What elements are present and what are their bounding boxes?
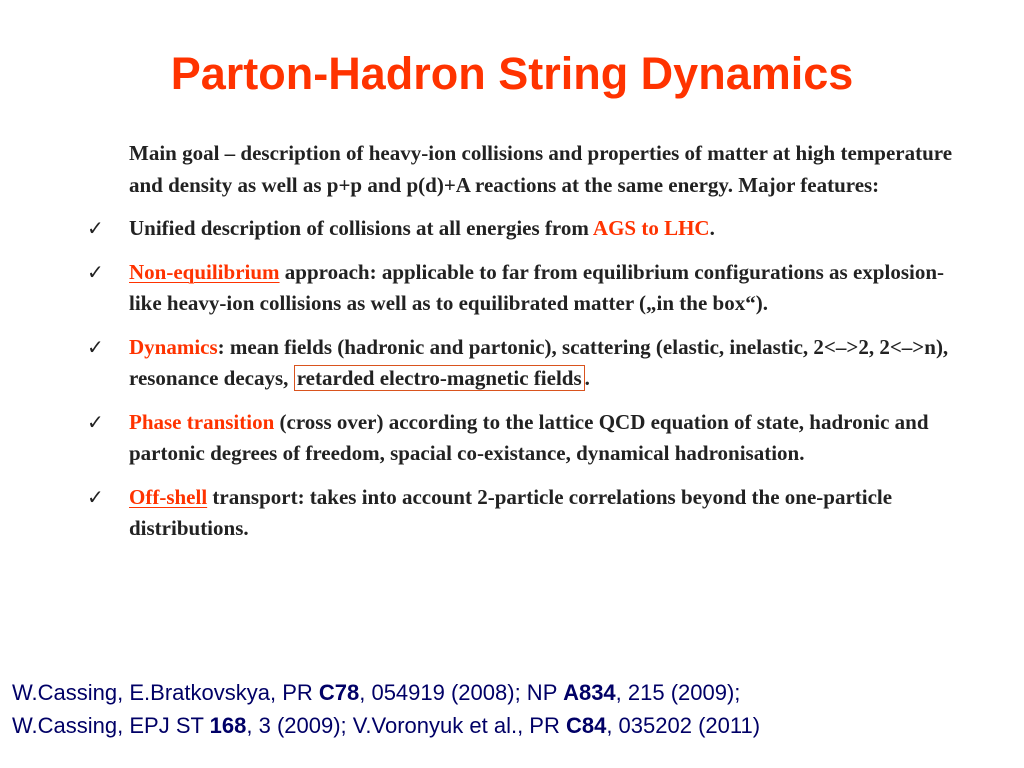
feature-item-non-equilibrium [87,257,974,320]
feature-highlight: Dynamics [129,334,218,359]
ref-volume: C84 [565,713,607,738]
ref-text: W.Cassing, EPJ ST [12,713,210,738]
ref-text: , 3 (2009); V.Voronyuk et al., PR [246,713,566,738]
ref-text: , 035202 (2011) [606,713,761,738]
feature-item-off-shell [87,482,974,545]
reference-line-2 [12,709,1017,742]
intro-paragraph: Main goal – description of heavy-ion collisions and properties of matter at high temperature and density as well as p+p and p(d)+A reactions at the same energy. Major features: [129,141,953,197]
feature-text: . [709,216,715,240]
feature-list [87,213,974,545]
feature-text: Unified description of collisions at all energies from [129,216,593,240]
boxed-text: retarded electro-magnetic fields [294,365,585,391]
check-mark-icon: ✓ [87,259,104,284]
feature-text: approach: applicable to far from equilibrium configurations as explosion-like heavy-ion collisions as well as to equilibrated matter („in the box“). [129,259,944,315]
feature-text: (cross over) according to the lattice QCD equation of state, hadronic and partonic degrees of freedom, spacial co-existance, dynamical hadronisation. [129,409,929,465]
check-mark-icon: ✓ [87,409,104,434]
check-mark-icon: ✓ [87,484,104,509]
check-mark-icon: ✓ [87,334,104,359]
ref-text: , 054919 (2008); NP [359,680,564,705]
feature-highlight: AGS to LHC [592,216,710,240]
feature-text: : mean fields (hadronic and partonic), scattering (elastic, inelastic, 2<–>2, 2<–>n), resonance decays, [129,334,949,390]
slide-body [87,138,974,557]
ref-volume: C78 [318,680,360,705]
check-mark-icon: ✓ [87,216,104,240]
feature-highlight: Off-shell [129,484,208,509]
ref-volume: 168 [209,713,247,738]
references [12,676,1017,742]
feature-item-dynamics [87,332,974,395]
feature-highlight: Phase transition [129,409,275,434]
feature-highlight: Non-equilibrium [129,259,280,284]
feature-text: . [584,366,590,390]
reference-line-1 [12,676,1017,709]
ref-text: , 215 (2009); [615,680,741,705]
slide-title: Parton-Hadron String Dynamics [170,48,854,99]
ref-text: W.Cassing, E.Bratkovskya, PR [12,680,319,705]
feature-item-phase-transition [87,407,974,470]
feature-text: transport: takes into account 2-particle correlations beyond the one-particle distributions. [129,484,893,540]
feature-item-unified [87,213,974,245]
ref-volume: A834 [563,680,616,705]
